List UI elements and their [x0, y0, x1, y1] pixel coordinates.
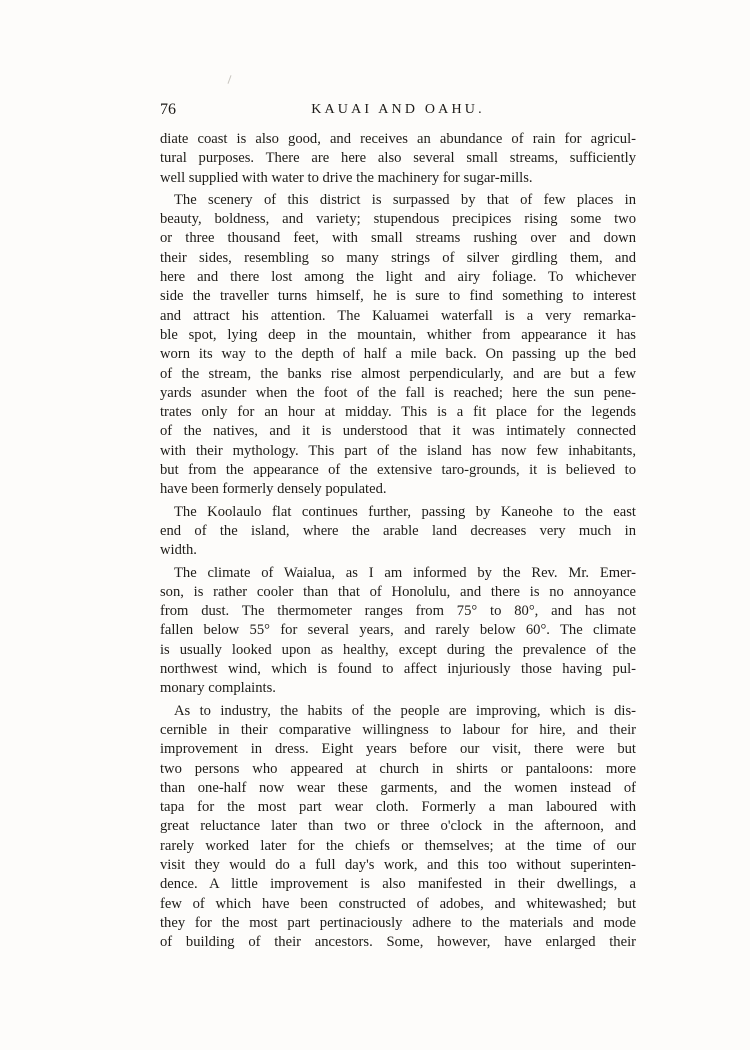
- text-line: northwest wind, which is found to affect injuriously those having pul-: [160, 661, 636, 678]
- paragraph: [160, 503, 636, 561]
- text-line: beauty, boldness, and variety; stupendous precipices rising some two: [160, 211, 636, 228]
- text-line: is usually looked upon as healthy, except during the prevalence of the: [160, 641, 636, 658]
- text-line: of building of their ancestors. Some, however, have enlarged their: [160, 934, 636, 951]
- text-line: with their mythology. This part of the island has now few inhabitants,: [160, 442, 636, 459]
- paragraph: [160, 191, 636, 500]
- text-line: two persons who appeared at church in shirts or pantaloons: more: [160, 760, 636, 777]
- text-line: ble spot, lying deep in the mountain, whither from appearance it has: [160, 326, 636, 343]
- page-header: [160, 101, 636, 123]
- text-line: As to industry, the habits of the people are improving, which is dis-: [174, 702, 636, 719]
- text-line: from dust. The thermometer ranges from 75° to 80°, and has not: [160, 603, 636, 620]
- running-head: KAUAI AND OAHU.: [311, 102, 485, 117]
- text-line: visit they would do a full day's work, and this too without superinten-: [160, 856, 636, 873]
- text-line: of the stream, the banks rise almost perpendicularly, and are but a few: [160, 365, 636, 382]
- text-line: side the traveller turns himself, he is sure to find something to interest: [160, 288, 636, 305]
- text-line: fallen below 55° for several years, and rarely below 60°. The climate: [160, 622, 636, 639]
- text-line: of the natives, and it is understood that it was intimately connected: [160, 423, 636, 440]
- text-line: width.: [160, 542, 197, 559]
- text-line: they for the most part pertinaciously adhere to the materials and mode: [160, 914, 636, 931]
- paragraph: [160, 702, 636, 953]
- text-line: diate coast is also good, and receives an abundance of rain for agricul-: [160, 131, 636, 147]
- text-line: monary complaints.: [160, 680, 276, 697]
- text-line: or three thousand feet, with small streams rushing over and down: [160, 230, 636, 247]
- text-line: great reluctance later than two or three o'clock in the afternoon, and: [160, 818, 636, 835]
- text-line: but from the appearance of the extensive taro-grounds, it is believed to: [160, 462, 636, 479]
- text-line: their sides, resembling so many strings of silver girdling them, and: [160, 249, 636, 266]
- paragraph: [160, 130, 636, 188]
- text-line: well supplied with water to drive the machinery for sugar-mills.: [160, 169, 533, 186]
- text-line: trates only for an hour at midday. This is a fit place for the legends: [160, 404, 636, 421]
- body-text: [160, 130, 636, 955]
- text-line: yards asunder when the foot of the fall is reached; here the sun pene-: [160, 384, 636, 401]
- text-line: The Koolaulo flat continues further, passing by Kaneohe to the east: [174, 503, 636, 520]
- text-line: end of the island, where the arable land decreases very much in: [160, 522, 636, 539]
- text-line: and attract his attention. The Kaluamei waterfall is a very remarka-: [160, 307, 636, 324]
- text-line: cernible in their comparative willingness to labour for hire, and their: [160, 721, 636, 738]
- text-line: few of which have been constructed of adobes, and whitewashed; but: [160, 895, 636, 912]
- text-line: here and there lost among the light and airy foliage. To whichever: [160, 269, 636, 286]
- paragraph: [160, 564, 636, 699]
- text-line: worn its way to the depth of half a mile back. On passing up the bed: [160, 346, 636, 363]
- page-number: 76: [160, 101, 176, 118]
- text-line: than one-half now wear these garments, and the women instead of: [160, 779, 636, 796]
- text-line: tural purposes. There are here also several small streams, sufficiently: [160, 150, 636, 167]
- text-line: have been formerly densely populated.: [160, 481, 387, 498]
- text-line: tapa for the most part wear cloth. Formerly a man laboured with: [160, 799, 636, 816]
- text-line: improvement in dress. Eight years before our visit, there were but: [160, 741, 636, 758]
- scan-speck: [227, 75, 231, 84]
- text-line: The climate of Waialua, as I am informed by the Rev. Mr. Emer-: [174, 564, 636, 581]
- text-line: son, is rather cooler than that of Honolulu, and there is no annoyance: [160, 583, 636, 600]
- text-line: dence. A little improvement is also manifested in their dwellings, a: [160, 876, 636, 893]
- text-line: rarely worked later for the chiefs or themselves; at the time of our: [160, 837, 636, 854]
- text-line: The scenery of this district is surpassed by that of few places in: [174, 191, 636, 208]
